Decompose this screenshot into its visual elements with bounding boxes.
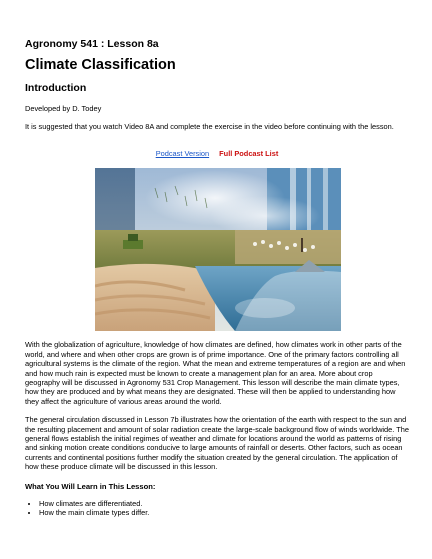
list-item: • How climates are differentiated.	[39, 499, 409, 509]
lesson-page	[25, 38, 409, 518]
podcast-links	[25, 149, 409, 158]
podcast-version-link[interactable]: Podcast Version	[155, 149, 210, 159]
course-label: Agronomy 541 : Lesson 8a	[25, 38, 159, 50]
learn-list	[25, 499, 409, 518]
intro-paragraph-2: The general circulation discussed in Lesson 7b illustrates how the orientation of the earth with respect to the sun and the resulting placement and amount of solar radiation create the large-scale background flow of winds worldwide. The general flows establish the initial regimes of weather and climate for locations around the world as patterns of rising and sinking motion create conditions conducive to large amounts of rainfall or deserts. Other factors, such as ocean currents and continental positions further modify the situation created by the general circulation. The application of how these produce climate will be discussed in this lesson.	[25, 415, 409, 472]
list-item: • How the main climate types differ.	[39, 508, 409, 518]
learn-heading: What You Will Learn in This Lesson:	[25, 481, 156, 491]
suggestion-paragraph: It is suggested that you watch Video 8A and complete the exercise in the video before continuing with the lesson.	[25, 122, 394, 131]
section-heading: Introduction	[25, 82, 87, 94]
climate-collage-image	[95, 168, 341, 331]
intro-paragraph-1: With the globalization of agriculture, knowledge of how climates are defined, how climates work in other parts of the world, and where and when other crops are grown is of prime importance. One of the primary factors controlling all agricultural systems is the climate of the region. What the mean and extreme temperatures of a region are and when and how much rain is expected must be known to create a management plan for an area. More about crop geography will be discussed in Agronomy 531 Crop Management. This lesson will describe the main climate types, how they are produced and by what means they are designated. These will then be applied to understanding how they affect the agriculture of various areas around the world.	[25, 340, 406, 406]
author-line: Developed by D. Todey	[25, 104, 102, 113]
page-title: Climate Classification	[25, 57, 176, 73]
full-podcast-list-link[interactable]: Full Podcast List	[219, 149, 279, 159]
